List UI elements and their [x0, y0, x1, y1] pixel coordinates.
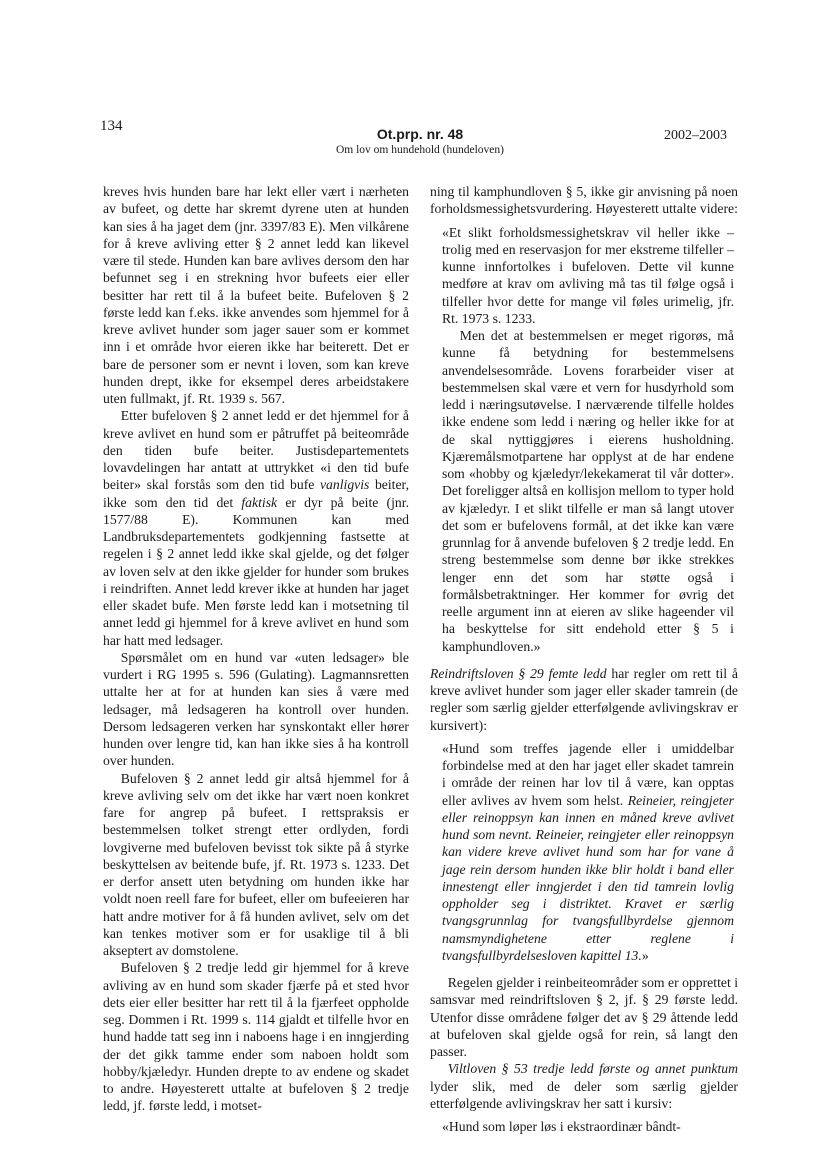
text-run: Spørsmålet om en hund var «uten ledsager» ble vurdert i RG 1995 s. 596 (Gulating). Lagmannsretten uttalte her at for at hunden kan sies å være med ledsager, må ledsageren ha kontroll over hunden. Dersom ledsageren verken har synskontakt eller hører hunden over lengre tid, kan han ikke sies å ha kontroll over hunden. — [103, 649, 409, 769]
text-run: «Et slikt forholdsmessighetskrav vil heller ikke – trolig med en reservasjon for mer ekstreme tilfeller – kunne innfortolkes i bufeloven. Dette vil kunne medføre at krav om avliving må tas til følge også i tilfeller hvor dette for mange vil føles urimelig, jfr. Rt. 1973 s. 1233. — [442, 224, 734, 326]
italic-text: vanligvis — [319, 477, 370, 493]
text-run: » — [641, 947, 649, 963]
session-year: 2002–2003 — [664, 128, 727, 143]
paragraph — [430, 974, 738, 1060]
paragraph — [430, 1060, 738, 1112]
text-run: har regler om rett til å kreve avlivet hunder som jager eller skader tamrein (de regler som særlig gjelder etterfølgende avlivingskrav er kursivert): — [430, 665, 738, 733]
paragraph — [430, 665, 738, 734]
paragraph — [103, 770, 409, 960]
text-run: Bufeloven § 2 annet ledd gir altså hjemmel for å kreve avliving selv om det ikke har vært noen konkret fare for angrep på bufeet. I rettspraksis er bestemmelsen tolket strengt etter ordlyden, fordi lovgiverne med bufeloven bevisst tok sikte på å styrke beskyttelsen av beitende bufe, jf. Rt. 1973 s. 1233. Det er derfor ansett uten betydning om hunden ikke har voldt noen reell fare for bufeet, eller om bufeeieren har hatt andre motiver for å få hunden avlivet, selv om det kan tenkes motiver som er for usaklige til å bli akseptert av domstolene. — [103, 770, 409, 958]
text-run: er dyr på beite (jnr. 1577/88 E). Kommunen kan med Landbruksdepartementets godkjenning fastsette at regelen i § 2 annet ledd ikke skal gjelde, og det følger av loven selv at den ikke gjelder for hunder som brukes i reindriften. Annet ledd krever ikke at hunden har jaget eller skadet bufe. Men første ledd kan i motsetning til annet ledd gi hjemmel for å kreve avlivet en hund som har hatt med ledsager. — [103, 494, 409, 648]
text-run: lyder slik, med de deler som særlig gjelder etterfølgende avlivingskrav her satt i kursiv: — [430, 1078, 738, 1111]
paragraph — [442, 1118, 734, 1135]
text-run: beiter, ikke som den tid det — [103, 477, 409, 510]
text-run: Regelen gjelder i reinbeiteområder som er opprettet i samsvar med reindriftsloven § 2, jf. § 29 første ledd. Utenfor disse områdene følger det av § 29 åttende ledd at bufeloven skal gjelde også for rein, så langt den passer. — [430, 975, 738, 1059]
paragraph — [442, 740, 734, 964]
paragraph — [103, 649, 409, 770]
text-run: Bufeloven § 2 tredje ledd gir hjemmel for å kreve avliving av en hund som skader fjærfe på et sted hvor dets eier eller besitter har rett til å la fjærfeet oppholde seg. Dommen i Rt. 1999 s. 114 gjaldt et tilfelle hvor en hund hadde tatt seg inn i naboens hage i en inngjerding der det gikk tamme ender som naboen holdt som hobby/kjæledyr. Hunden drepte to av endene og skadet to andre. Høyesterett uttalte at bufeloven § 2 tredje ledd, jf. første ledd, i motset- — [103, 960, 409, 1114]
text-run: ning til kamphundloven § 5, ikke gir anvisning på noen forholdsmessighetsvurdering. Høyesterett uttalte videre: — [430, 184, 738, 217]
text-run: «Hund som løper løs i ekstraordinær bândt- — [442, 1119, 681, 1134]
page-number: 134 — [100, 118, 123, 134]
text-run: Etter bufeloven § 2 annet ledd er det hjemmel for å kreve avlivet en hund som er påtruffet på beiteområde den tiden bufe beiter. Justisdepartementets lovavdelingen har antatt at uttrykket «i den tid bufe beiter» skal forstås som den tid bufe — [103, 408, 409, 493]
text-run: Men det at bestemmelsen er meget rigorøs, må kunne få betydning for bestemmelsens anvendelsesområde. Lovens forarbeider viser at bestemmelsen skal være et vern for husdyrhold som ledd i næringsutøvelse. I nærværende tilfelle holdes ikke endene som ledd i næring og heller ikke for at de skal nyttiggjøres i eierens husholdning. Kjæremålsmotpartene har opplyst at de har endene som «hobby og kjæledyr/lekekamerat til vår dotter». Det foreligger altså en kollisjon mellom to typer hold av kjæledyr. I et slikt tilfelle er man så langt utover det som er bufelovens formål, at det ikke kan være grunnlag for å anvende bufeloven § 2 tredje ledd. En streng bestemmelse som denne bør ikke strekkes lenger enn det som har støtte også i formålsbetraktninger. Her kommer for øvrig det reelle argument inn at eieren av slike hageender vil ha beskyttelse for sitt endehold etter § 5 i kamphundloven.» — [442, 328, 734, 654]
paragraph — [103, 183, 409, 407]
italic-text: Reineier, reingjeter eller reinoppsyn kan innen en måned kreve avlivet hund som nevnt. Reineier, reingjeter eller reinoppsyn kan videre kreve avlivet hund som har for vane å jage rein dersom hunden ikke blir holdt i band eller innestengt eller inngjerdet i den tid tamrein lovlig oppholder seg i distriktet. Kravet er særlig tvangsgrunnlag for tvangsfullbyrdelse gjennom namsmyndighetene etter reglene i tvangsfullbyrdelsesloven kapittel 13. — [442, 792, 734, 963]
document-title: Ot.prp. nr. 48 — [376, 126, 464, 142]
paragraph — [103, 959, 409, 1114]
paragraph — [430, 183, 738, 218]
document-subtitle: Om lov om hundehold (hundeloven) — [335, 144, 504, 156]
right-text-column — [430, 183, 738, 1135]
paragraph — [103, 407, 409, 649]
text-run: kreves hvis hunden bare har lekt eller vært i nærheten av bufeet, og dette har skremt dyrene uten at hunden kan sies å ha jaget dem (jnr. 3397/83 E). Men vilkårene for å kreve avliving etter § 2 annet ledd kan likevel være til stede. Hunden kan bare avlives dersom den har befunnet seg i en strekning hvor bufeets eier eller besitter har rett til å la bufeet beite. Bufeloven § 2 første ledd kan f.eks. ikke anvendes som hjemmel for å kreve avlivet hunder som jager sauer som er kommet inn i et område hvor eieren ikke har beiterett. Det er bare de personer som er nevnt i loven, som kan kreve hunden drept, ikke for eksempel deres arbeidstakere uten fullmakt, jf. Rt. 1939 s. 567. — [103, 184, 409, 406]
paragraph — [442, 327, 734, 655]
paragraph — [442, 224, 734, 328]
italic-text: faktisk — [241, 494, 278, 510]
text-run: «Hund som treffes jagende eller i umiddelbar forbindelse med at den har jaget eller skadet tamrein i område der reinen har lov til å være, kan opptas eller avlives av hvem som helst. — [442, 740, 734, 808]
italic-text: Viltloven § 53 tredje ledd første og annet punktum — [447, 1061, 738, 1077]
running-header — [300, 126, 540, 156]
left-text-column — [103, 183, 409, 1115]
italic-text: Reindriftsloven § 29 femte ledd — [430, 665, 607, 681]
